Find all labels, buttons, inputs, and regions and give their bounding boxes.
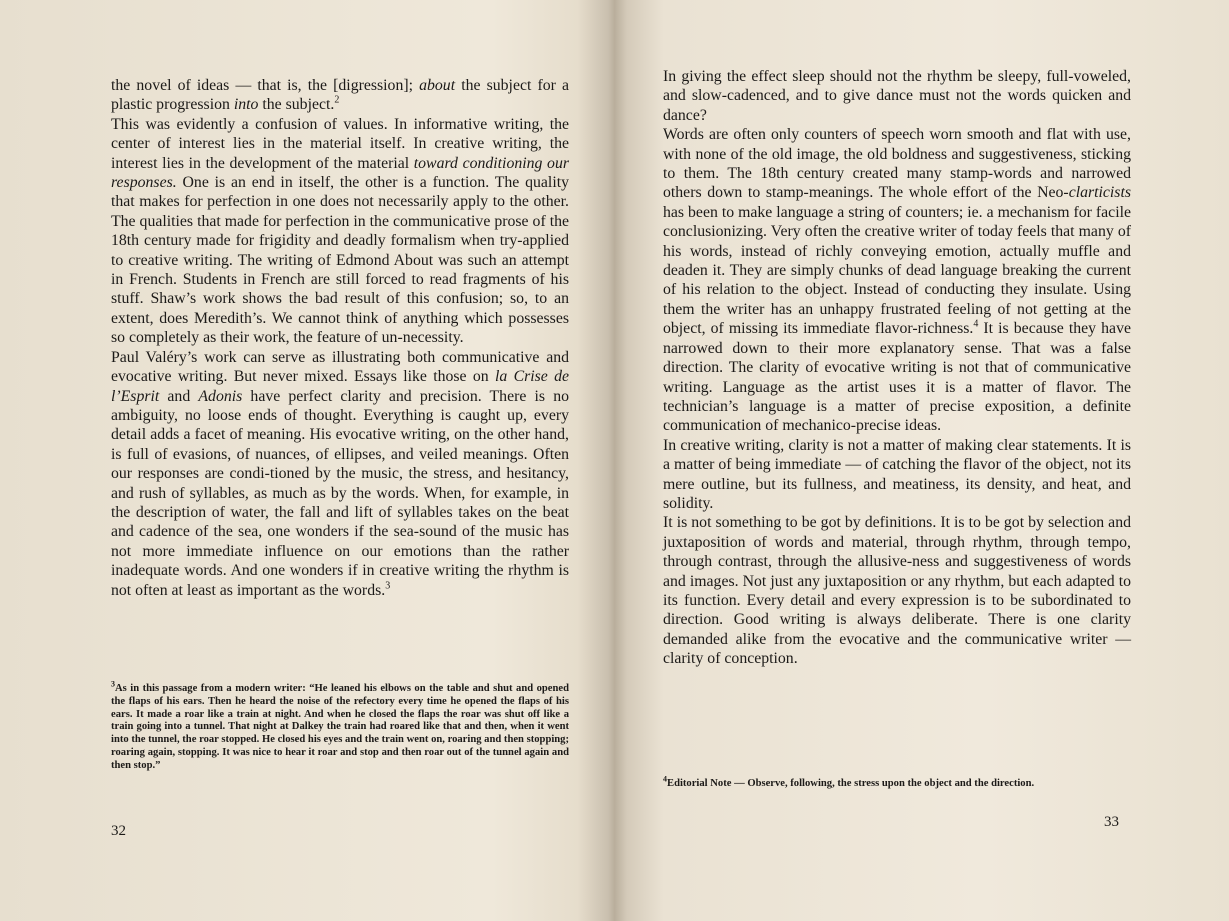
- italic-text: clarticists: [1068, 184, 1131, 202]
- text-run: This was evidently a confusion of values. In informative writing, the center of interest lies in the material itself. In creative writing, the interest lies in the development of the material: [111, 115, 569, 172]
- paragraph: [111, 348, 569, 600]
- paragraph: [111, 115, 569, 348]
- text-run: and: [159, 387, 199, 405]
- page-number: 32: [111, 823, 126, 839]
- text-run: In giving the effect sleep should not the rhythm be sleepy, full-voweled, and slow-cadenced, and to give dance must not the words quicken and dance?: [663, 68, 1131, 124]
- text-run: has been to make language a string of counters; ie. a mechanism for facile conclusionizing. Very often the creative writer of today feels that many of his words, instead of richly conveying emotion, actually muffle and deaden it. They are simply chunks of dead language breaking the current of his relation to the object. Instead of conducting they insulate. Using them the writer has an unhappy frustrated feeling of not getting at the object, of missing its immediate flavor-richness.: [663, 203, 1131, 338]
- page-number: 33: [1104, 814, 1119, 830]
- paragraph: [111, 76, 569, 115]
- text-run: the novel of ideas — that is, the [digression];: [111, 77, 420, 94]
- paragraph: [663, 125, 1131, 436]
- italic-text: into: [233, 96, 259, 114]
- right-page: [610, 0, 1229, 921]
- left-page: [0, 0, 608, 921]
- italic-text: about: [419, 77, 456, 94]
- left-page-body: [111, 76, 569, 600]
- footnote-ref: 2: [334, 95, 340, 107]
- text-run: the subject for a plastic progression: [111, 77, 569, 114]
- footnote-marker: 3: [111, 679, 115, 689]
- italic-text: la Crise de l’Esprit: [111, 368, 570, 405]
- footnote-text: Editorial Note — Observe, following, the stress upon the object and the direction.: [667, 778, 1035, 789]
- text-run: One is an end in itself, the other is a function. The quality that makes for perfection in one does not necessarily apply to the other. The qualities that made for perfection in the communicative prose of the 18th century made for frigidity and deadly formalism when try-applied to creative writing. The writing of Edmond About was such an attempt in French. Students in French are still forced to read fragments of his stuff. Shaw’s work shows the bad result of this confusion; so, to an extent, does Meredith’s. We cannot think of anything which possesses so completely as their work, the feature of un-necessity.: [111, 174, 569, 347]
- text-run: Words are often only counters of speech worn smooth and flat with use, with none of the old image, the old boldness and suggestiveness, sticking to them. The 18th century created many stamp-words and narrowed others down to stamp-meanings. The whole effort of the Neo-: [663, 126, 1131, 202]
- footnote-text: As in this passage from a modern writer: “He leaned his elbows on the table and shut and opened the flaps of his ears. Then he heard the noise of the refectory every time he opened the flaps of his ears. It made a roar like a train at night. And when he closed the flaps the roar was shut off like a train going into a tunnel. That night at Dalkey the train had roared like that and then, when it went into the tunnel, the roar stopped. He closed his eyes and the train went on, roaring and then stopping; roaring again, stopping. It was nice to hear it roar and stop and then roar out of the tunnel again and then stop.”: [111, 683, 569, 771]
- footnote-4: [663, 774, 1131, 791]
- paragraph: [663, 436, 1131, 514]
- paragraph: [663, 513, 1131, 668]
- italic-text: Adonis: [198, 387, 243, 405]
- text-run: the subject.: [258, 96, 335, 114]
- text-run: have perfect clarity and precision. There is no ambiguity, no loose ends of thought. Everything is caught up, every detail adds a facet of meaning. His evocative writing, on the other hand, is full of evasions, of nuances, of ellipses, and veiled meanings. Often our responses are condi-tioned by the music, the stress, and hesitancy, and rush of syllables, as much as by the words. When, for example, in the description of water, the fall and lift of syllables takes on the beat and cadence of the sea, one wonders if the sea-sound of the music has not more immediate influence on our emotions than the rather inadequate words. And one wonders if in creative writing the rhythm is not often at least as important as the words.: [111, 387, 569, 599]
- footnote-marker: 4: [663, 774, 667, 784]
- right-page-body: [663, 67, 1131, 669]
- paragraph: [663, 67, 1131, 125]
- footnote-ref: 4: [973, 319, 979, 331]
- italic-text: toward conditioning our responses.: [111, 154, 569, 192]
- text-run: Paul Valéry’s work can serve as illustrating both communicative and evocative writing. But never mixed. Essays like those on: [111, 348, 569, 386]
- footnote-ref: 3: [385, 580, 391, 592]
- footnote-3: [111, 679, 569, 773]
- text-run: It is because they have narrowed down to their more explanatory sense. That was a false direction. The clarity of evocative writing is not that of communicative writing. Language as the artist uses it is a matter of flavor. The technician’s language is a matter of precise exposition, a definite communication of mechanico-precise ideas.: [663, 320, 1131, 435]
- text-run: It is not something to be got by definitions. It is to be got by selection and juxtaposition of words and material, through rhythm, through tempo, through contrast, through the allusive-ness and suggestiveness of words and images. Not just any juxtaposition or any rhythm, but each adapted to its function. Every detail and every expression is to be subordinated to direction. Good writing is always deliberate. There is one clarity demanded alike from the evocative and the communicative writer — clarity of conception.: [663, 514, 1131, 668]
- text-run: In creative writing, clarity is not a matter of making clear statements. It is a matter of being immediate — of catching the flavor of the object, not its mere outline, but its fullness, and meatiness, its density, and heat, and solidity.: [663, 436, 1131, 512]
